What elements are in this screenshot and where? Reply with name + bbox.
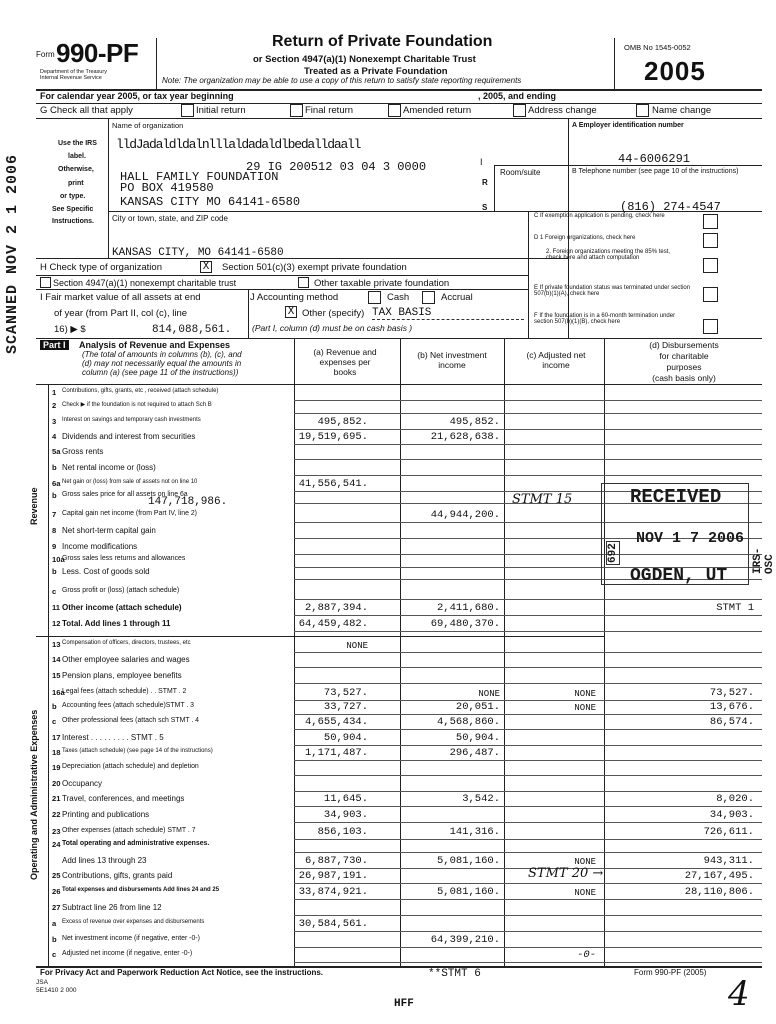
line-number: b bbox=[52, 491, 57, 500]
f-label: F If the foundation is in a 60-month termination under section 507(b)(1)(B), check here bbox=[534, 313, 676, 325]
fmv-label-3: 16) ▶ $ bbox=[54, 324, 86, 335]
line-label: Accounting fees (attach schedule)STMT . 3 bbox=[62, 702, 195, 709]
header-divider-left bbox=[156, 38, 157, 90]
line-value-col-a[interactable]: 50,904. bbox=[323, 732, 368, 744]
city-label: City or town, state, and ZIP code bbox=[112, 214, 228, 223]
line-value-col-a[interactable]: 4,655,434. bbox=[304, 716, 368, 728]
line-value-col-d[interactable]: STMT 1 bbox=[716, 602, 754, 614]
line-value-col-a[interactable]: 33,727. bbox=[323, 701, 368, 713]
line-label: Other income (attach schedule) bbox=[62, 603, 182, 612]
other-method-label: Other (specify) bbox=[302, 308, 365, 319]
accrual-checkbox[interactable] bbox=[422, 291, 435, 304]
label-i: I bbox=[480, 157, 483, 167]
line-value-col-a[interactable]: 1,171,487. bbox=[304, 747, 368, 759]
501c3-label: Section 501(c)(3) exempt private foundation bbox=[222, 262, 407, 273]
part-i-desc-3: column (a) (see page 11 of the instructions)) bbox=[82, 368, 239, 377]
line-value-col-c[interactable]: NONE bbox=[574, 857, 596, 867]
line-value-col-a[interactable]: 2,887,394. bbox=[304, 602, 368, 614]
irs-osc-stamp: IRS-OSC bbox=[752, 547, 776, 574]
gross-sales-value[interactable]: 147,718,986. bbox=[148, 496, 228, 508]
row-rule bbox=[294, 962, 762, 963]
accounting-method-label: J Accounting method bbox=[250, 292, 339, 303]
line-value-col-b[interactable]: 5,081,160. bbox=[436, 855, 500, 867]
line-number: 18 bbox=[52, 748, 61, 757]
footer-jsa: JSA bbox=[36, 979, 48, 986]
line-value-col-a[interactable]: 41,556,541. bbox=[298, 478, 368, 490]
c-checkbox[interactable] bbox=[703, 214, 718, 229]
row-rule bbox=[294, 413, 762, 414]
accrual-label: Accrual bbox=[441, 292, 473, 303]
row-rule bbox=[294, 729, 762, 730]
d1-label: D 1 Foreign organizations, check here bbox=[534, 235, 636, 241]
line-label: Contributions, gifts, grants paid bbox=[62, 871, 173, 880]
line-label: Contributions, gifts, grants, etc , received (attach schedule) bbox=[62, 388, 219, 394]
row-rule bbox=[294, 791, 762, 792]
line-value-col-a[interactable]: 30,584,561. bbox=[298, 918, 368, 930]
line-value-col-a[interactable]: 495,852. bbox=[317, 416, 368, 428]
row-rule bbox=[294, 475, 762, 476]
4947-checkbox[interactable] bbox=[40, 277, 51, 288]
batch-number-stamp: 692 bbox=[607, 543, 619, 563]
org-address-line3[interactable]: KANSAS CITY MO 64141-6580 bbox=[120, 195, 301, 209]
line-value-col-a[interactable]: 73,527. bbox=[323, 687, 368, 699]
row-rule bbox=[294, 931, 762, 932]
f-checkbox[interactable] bbox=[703, 319, 718, 334]
dln-number: 29 IG 200512 03 04 3 0000 bbox=[246, 160, 427, 174]
address-change-label: Address change bbox=[528, 105, 597, 116]
line-number: 10a bbox=[52, 555, 65, 564]
line-label: Income modifications bbox=[62, 542, 138, 551]
line-label: Add lines 13 through 23 bbox=[62, 856, 147, 865]
stmt15-annotation: STMT 15 bbox=[512, 492, 573, 507]
line-number: 13 bbox=[52, 640, 61, 649]
d1-checkbox[interactable] bbox=[703, 233, 718, 248]
stmt20-annotation: STMT 20 → bbox=[528, 866, 604, 881]
part-i-title: Analysis of Revenue and Expenses bbox=[79, 340, 231, 350]
line-value-col-d[interactable]: 726,611. bbox=[703, 826, 754, 838]
line-label: Subtract line 26 from line 12 bbox=[62, 903, 162, 912]
line-number: 15 bbox=[52, 671, 61, 680]
line-value-col-a[interactable]: 19,519,695. bbox=[298, 431, 368, 443]
row-rule bbox=[294, 631, 762, 632]
line-label: Occupancy bbox=[62, 779, 103, 788]
line-value-col-d[interactable]: 8,020. bbox=[716, 793, 754, 805]
line-label: Other employee salaries and wages bbox=[62, 655, 190, 664]
line-value-col-b[interactable]: 4,568,860. bbox=[436, 716, 500, 728]
line-label: Compensation of officers, directors, trustees, etc bbox=[62, 640, 191, 646]
name-change-label: Name change bbox=[652, 105, 712, 116]
line-value-col-b[interactable]: 141,316. bbox=[449, 826, 500, 838]
row-rule bbox=[294, 915, 762, 916]
form-subtitle-2: Treated as a Private Foundation bbox=[304, 66, 448, 77]
other-method-checkbox[interactable]: X bbox=[285, 306, 297, 318]
line-value-col-b[interactable]: 3,542. bbox=[462, 793, 500, 805]
line-value-col-b[interactable]: 2,411,680. bbox=[436, 602, 500, 614]
line-label: Depreciation (attach schedule) and depletion bbox=[62, 763, 199, 770]
footer-form-id: Form 990-PF (2005) bbox=[634, 968, 707, 977]
amended-return-label: Amended return bbox=[403, 105, 472, 116]
row-rule bbox=[294, 683, 762, 684]
row-rule bbox=[294, 839, 762, 840]
line-number: 21 bbox=[52, 794, 61, 803]
city-value[interactable]: KANSAS CITY, MO 64141-6580 bbox=[112, 247, 284, 259]
line-value-col-a[interactable]: 856,103. bbox=[317, 826, 368, 838]
line-label: Travel, conferences, and meetings bbox=[62, 794, 185, 803]
line-label: Check ▶ if the foundation is not required to attach Sch B bbox=[62, 402, 212, 408]
line-value-col-b[interactable]: NONE bbox=[478, 689, 500, 699]
line-number: 4 bbox=[52, 432, 57, 441]
row-rule bbox=[294, 899, 762, 900]
line-number: b bbox=[52, 935, 57, 944]
row-rule bbox=[294, 947, 762, 948]
row-rule bbox=[294, 745, 762, 746]
org-name-label: Name of organization bbox=[112, 121, 184, 130]
form-prefix: Form bbox=[36, 50, 55, 59]
line-label: Total. Add lines 1 through 11 bbox=[62, 619, 171, 628]
line-number: 5a bbox=[52, 447, 61, 456]
initial-return-checkbox[interactable] bbox=[181, 104, 194, 117]
line-label: Printing and publications bbox=[62, 810, 150, 819]
501c3-checkbox[interactable]: X bbox=[200, 261, 212, 273]
line-number: 16a bbox=[52, 688, 65, 697]
line-number: 20 bbox=[52, 779, 61, 788]
line-value-col-b[interactable]: 5,081,160. bbox=[436, 886, 500, 898]
line-value-col-a[interactable]: 33,874,921. bbox=[298, 886, 368, 898]
line-number: 9 bbox=[52, 542, 57, 551]
line-number: 2 bbox=[52, 401, 57, 410]
line-number: c bbox=[52, 717, 57, 726]
line-label: Capital gain net income (from Part IV, line 2) bbox=[62, 510, 197, 517]
final-return-label: Final return bbox=[305, 105, 354, 116]
line-value-col-b[interactable]: 69,480,370. bbox=[430, 618, 500, 630]
line-number: 6a bbox=[52, 479, 61, 488]
line-label: Less. Cost of goods sold bbox=[62, 567, 150, 576]
line-value-col-d[interactable]: 13,676. bbox=[709, 701, 754, 713]
part-i-badge: Part I bbox=[40, 340, 69, 350]
row-rule bbox=[294, 667, 762, 668]
line-label: Gross sales less returns and allowances bbox=[62, 555, 186, 562]
line-label: Net gain or (loss) from sale of assets not on line 10 bbox=[62, 479, 198, 485]
line-label: Taxes (attach schedule) (see page 14 of the instructions) bbox=[62, 748, 213, 754]
form-title: Return of Private Foundation bbox=[272, 33, 493, 50]
line-label: Other expenses (attach schedule) STMT . 7 bbox=[62, 827, 196, 834]
ein-value[interactable]: 44-6006291 bbox=[618, 152, 691, 166]
line-value-col-d[interactable]: 86,574. bbox=[709, 716, 754, 728]
row-rule bbox=[294, 444, 762, 445]
line-label: Total expenses and disbursements Add lines 24 and 25 bbox=[62, 887, 220, 893]
line-label: Gross sales price for all assets on line 6a bbox=[62, 491, 188, 498]
line-value-col-d[interactable]: 73,527. bbox=[709, 687, 754, 699]
page-number-handwritten: 4 bbox=[728, 974, 750, 1014]
line-number: 24 bbox=[52, 840, 61, 849]
line-value-col-d[interactable]: 34,903. bbox=[709, 809, 754, 821]
line-number: 14 bbox=[52, 655, 61, 664]
g-check-label: G Check all that apply bbox=[40, 105, 133, 116]
line-number: b bbox=[52, 567, 57, 576]
footer-code: 5E1410 2 000 bbox=[36, 987, 77, 994]
line-value-col-c[interactable]: -0- bbox=[577, 949, 596, 961]
line-label: Legal fees (attach schedule) . . STMT . 2 bbox=[62, 688, 187, 695]
line-value-col-d[interactable]: 27,167,495. bbox=[684, 870, 754, 882]
line-number: 27 bbox=[52, 903, 61, 912]
calendar-ending: , 2005, and ending bbox=[478, 91, 557, 101]
line-number: 25 bbox=[52, 871, 61, 880]
line-label: Adjusted net income (if negative, enter -0-) bbox=[62, 950, 193, 957]
expenses-side-label: Operating and Administrative Expenses bbox=[29, 709, 39, 880]
footer-hff: HFF bbox=[394, 998, 414, 1010]
row-rule bbox=[294, 400, 762, 401]
row-rule bbox=[294, 760, 762, 761]
header-divider-right bbox=[614, 38, 615, 90]
tax-year: 2005 bbox=[644, 56, 706, 86]
fmv-value[interactable]: 814,088,561. bbox=[152, 324, 232, 336]
line-value-col-b[interactable]: 20,051. bbox=[455, 701, 500, 713]
fmv-label-1: I Fair market value of all assets at end bbox=[40, 292, 201, 303]
org-address-line1[interactable]: HALL FAMILY FOUNDATION bbox=[120, 170, 279, 184]
row-rule bbox=[294, 852, 762, 853]
part-i-desc-2: (d) may not necessarily equal the amounts in bbox=[82, 359, 242, 368]
footer-stmt6: **STMT 6 bbox=[428, 968, 481, 980]
line-value-col-c[interactable]: NONE bbox=[574, 703, 596, 713]
privacy-notice: For Privacy Act and Paperwork Reduction Act Notice, see the instructions. bbox=[40, 968, 324, 977]
line-number: 22 bbox=[52, 810, 61, 819]
line-value-col-a[interactable]: 11,645. bbox=[323, 793, 368, 805]
phone-label: B Telephone number (see page 10 of the instructions) bbox=[572, 168, 739, 175]
line-label: Excess of revenue over expenses and disbursements bbox=[62, 919, 205, 925]
address-change-checkbox[interactable] bbox=[513, 104, 526, 117]
line-number: 26 bbox=[52, 887, 61, 896]
row-rule bbox=[294, 615, 762, 616]
4947-label: Section 4947(a)(1) nonexempt charitable trust bbox=[53, 278, 237, 288]
line-label: Dividends and interest from securities bbox=[62, 432, 196, 441]
row-rule bbox=[294, 806, 762, 807]
line-value-col-b[interactable]: 21,628,638. bbox=[430, 431, 500, 443]
line-value-col-b[interactable]: 296,487. bbox=[449, 747, 500, 759]
amended-return-checkbox[interactable] bbox=[388, 104, 401, 117]
line-label: Interest on savings and temporary cash investments bbox=[62, 417, 201, 423]
form-number: 990-PF bbox=[56, 38, 139, 68]
line-value-col-b[interactable]: 44,944,200. bbox=[430, 509, 500, 521]
ein-label: A Employer identification number bbox=[572, 122, 684, 129]
line-value-col-b[interactable]: 495,852. bbox=[449, 416, 500, 428]
e-label: E If private foundation status was terminated under section 507(b)(1)(A), check here bbox=[534, 285, 691, 297]
org-address-line2[interactable]: PO BOX 419580 bbox=[120, 181, 214, 195]
line-value-col-c[interactable]: NONE bbox=[574, 689, 596, 699]
row-rule bbox=[294, 822, 762, 823]
final-return-checkbox[interactable] bbox=[290, 104, 303, 117]
other-taxable-label: Other taxable private foundation bbox=[314, 278, 450, 289]
line-value-col-a[interactable]: 26,987,191. bbox=[298, 870, 368, 882]
d2-label: 2. Foreign organizations meeting the 85% test, check here and attach computation bbox=[546, 249, 671, 261]
line-label: Other professional fees (attach sch STMT . 4 bbox=[62, 717, 199, 724]
line-number: b bbox=[52, 463, 57, 472]
c-label: C If exemption application is pending, check here bbox=[534, 213, 665, 219]
line-label: Gross profit or (loss) (attach schedule) bbox=[62, 587, 180, 594]
row-rule bbox=[294, 429, 762, 430]
line-label: Interest . . . . . . . . . STMT . 5 bbox=[62, 733, 164, 742]
label-r: R bbox=[482, 178, 488, 187]
other-taxable-checkbox[interactable] bbox=[298, 277, 309, 288]
received-stamp: RECEIVED bbox=[630, 486, 722, 508]
cash-checkbox[interactable] bbox=[368, 291, 381, 304]
omb-number: OMB No 1545-0052 bbox=[624, 43, 691, 52]
fmv-label-2: of year (from Part II, col (c), line bbox=[54, 308, 188, 319]
line-value-col-a[interactable]: 34,903. bbox=[323, 809, 368, 821]
e-checkbox[interactable] bbox=[703, 287, 718, 302]
line-value-col-d[interactable]: 943,311. bbox=[703, 855, 754, 867]
line-value-col-d[interactable]: 28,110,806. bbox=[684, 886, 754, 898]
row-rule bbox=[294, 714, 762, 715]
row-rule bbox=[294, 652, 762, 653]
phone-value[interactable]: (816) 274-4547 bbox=[620, 200, 721, 214]
line-number: 11 bbox=[52, 603, 61, 612]
scanned-stamp: SCANNED NOV 2 1 2006 bbox=[4, 153, 21, 354]
line-number: 19 bbox=[52, 763, 61, 772]
line-value-col-b[interactable]: 64,399,210. bbox=[430, 934, 500, 946]
cash-label: Cash bbox=[387, 292, 410, 303]
department: Department of the Treasury bbox=[40, 69, 107, 75]
ogden-stamp: OGDEN, UT bbox=[630, 566, 728, 586]
line-label: Net rental income or (loss) bbox=[62, 463, 156, 472]
h-label: H Check type of organization bbox=[40, 262, 162, 273]
form-subtitle: or Section 4947(a)(1) Nonexempt Charitable Trust bbox=[253, 54, 476, 65]
received-date-stamp: NOV 1 7 2006 bbox=[636, 530, 745, 547]
line-label: Net investment income (if negative, enter -0-) bbox=[62, 935, 200, 942]
line-number: c bbox=[52, 950, 57, 959]
cash-basis-note: (Part I, column (d) must be on cash basis ) bbox=[252, 323, 413, 333]
line-number: a bbox=[52, 919, 57, 928]
d2-checkbox[interactable] bbox=[703, 258, 718, 273]
line-number: 17 bbox=[52, 733, 61, 742]
line-value-col-a[interactable]: 6,887,730. bbox=[304, 855, 368, 867]
row-rule bbox=[294, 459, 762, 460]
line-number: c bbox=[52, 587, 57, 596]
form-note: Note: The organization may be able to use a copy of this return to satisfy state reporting requirements bbox=[162, 76, 522, 85]
room-suite-label: Room/suite bbox=[500, 168, 541, 177]
label-s: S bbox=[482, 203, 488, 212]
line-label: Net short-term capital gain bbox=[62, 526, 156, 535]
line-number: 7 bbox=[52, 510, 57, 519]
line-value-col-c[interactable]: NONE bbox=[574, 888, 596, 898]
row-rule bbox=[294, 599, 762, 600]
line-value-col-b[interactable]: 50,904. bbox=[455, 732, 500, 744]
line-label: Total operating and administrative expenses. bbox=[62, 840, 210, 847]
postal-barcode: lldJadaldldalnlllaldadaldlbedalldaall bbox=[116, 137, 361, 152]
line-number: 3 bbox=[52, 417, 57, 426]
line-number: 1 bbox=[52, 388, 57, 397]
name-change-checkbox[interactable] bbox=[636, 104, 649, 117]
row-rule bbox=[294, 775, 762, 776]
line-label: Pension plans, employee benefits bbox=[62, 671, 182, 680]
line-number: 12 bbox=[52, 619, 61, 628]
other-method-value[interactable]: TAX BASIS bbox=[372, 307, 524, 320]
line-number: 8 bbox=[52, 526, 57, 535]
irs-label: Internal Revenue Service bbox=[40, 75, 102, 81]
calendar-year-label: For calendar year 2005, or tax year beginning bbox=[40, 91, 234, 101]
revenue-side-label: Revenue bbox=[29, 487, 39, 525]
line-value-col-a[interactable]: NONE bbox=[346, 641, 368, 651]
part-i-desc-1: (The total of amounts in columns (b), (c), and bbox=[82, 350, 242, 359]
line-value-col-a[interactable]: 64,459,482. bbox=[298, 618, 368, 630]
initial-return-label: Initial return bbox=[196, 105, 246, 116]
line-number: b bbox=[52, 702, 57, 711]
line-number: 23 bbox=[52, 827, 61, 836]
row-rule bbox=[294, 883, 762, 884]
line-label: Gross rents bbox=[62, 447, 104, 456]
